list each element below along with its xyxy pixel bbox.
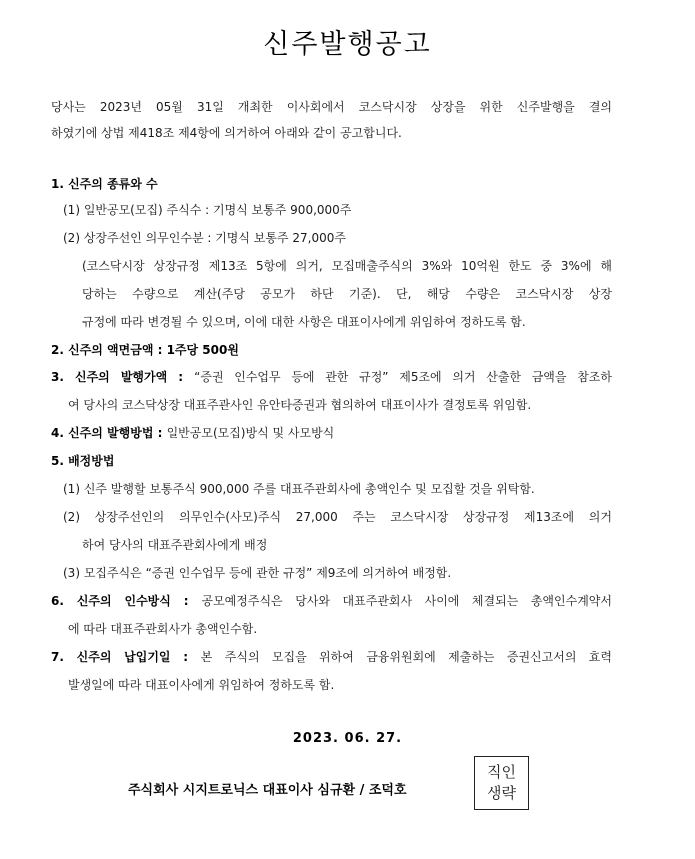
section-4-text: 일반공모(모집)방식 및 사모방식 [166, 426, 335, 440]
section-7-line-1 [51, 649, 612, 665]
company-signature: 주식회사 시지트로닉스 대표이사 심규환 / 조덕호 [128, 783, 407, 798]
section-3-text-1: “증권 인수업무 등에 관한 규정” 제5조에 의거 산출한 금액을 참조하 [194, 370, 612, 384]
section-7-text-2: 발생일에 따라 대표이사에게 위임하여 정하도록 함. [68, 678, 335, 692]
section-1-heading: 1. 신주의 종류와 수 [51, 177, 158, 191]
section-5-item-3: (3) 모집주식은 “증권 인수업무 등에 관한 규정” 제9조에 의거하여 배정함. [63, 566, 452, 580]
intro-line-2: 하였기에 상법 제418조 제4항에 의거하여 아래와 같이 공고합니다. [51, 126, 402, 140]
section-5-heading: 5. 배정방법 [51, 454, 115, 468]
section-7-text-1: 본 주식의 모집을 위하여 금융위원회에 제출하는 증권신고서의 효력 [200, 650, 612, 664]
section-3-line-1 [51, 369, 612, 385]
section-1-note-line-3: 규정에 따라 변경될 수 있으며, 이에 대한 사항은 대표이사에게 위임하여 정하도록 함. [82, 315, 526, 329]
section-1-item-2: (2) 상장주선인 의무인수분 : 기명식 보통주 27,000주 [63, 231, 346, 245]
section-5-item-2-line-1: (2) 상장주선인의 의무인수(사모)주식 27,000 주는 코스닥시장 상장규정 제13조에 의거 [63, 510, 612, 524]
section-6-text-1: 공모예정주식은 당사와 대표주관회사 사이에 체결되는 총액인수계약서 [201, 594, 612, 608]
section-1-note-line-1: (코스닥시장 상장규정 제13조 5항에 의거, 모집매출주식의 3%와 10억원 한도 중 3%에 해 [82, 259, 612, 273]
seal-omitted-stamp [474, 756, 529, 810]
section-3-text-2: 여 당사의 코스닥상장 대표주관사인 유안타증권과 협의하여 대표이사가 결정토록 위임함. [68, 398, 532, 412]
section-6-heading: 6. 신주의 인수방식 : [51, 594, 202, 608]
notice-date: 2023. 06. 27. [292, 731, 403, 746]
section-7-heading: 7. 신주의 납입기일 : [51, 650, 201, 664]
section-5-item-1: (1) 신주 발행할 보통주식 900,000 주를 대표주관회사에 총액인수 및 모집할 것을 위탁함. [63, 482, 535, 496]
section-1-item-1: (1) 일반공모(모집) 주식수 : 기명식 보통주 900,000주 [63, 203, 352, 217]
section-1-note-line-2: 당하는 수량으로 계산(주당 공모가 하단 기준). 단, 해당 수량은 코스닥시장 상장 [82, 287, 612, 301]
seal-line-2: 생략 [487, 784, 516, 802]
intro-line-1: 당사는 2023년 05월 31일 개최한 이사회에서 코스닥시장 상장을 위한 신주발행을 결의 [51, 100, 612, 114]
section-3-heading: 3. 신주의 발행가액 : [51, 370, 195, 384]
section-6-line-1 [51, 593, 612, 609]
seal-line-1: 직인 [487, 763, 516, 781]
notice-title: 신주발행공고 [263, 29, 432, 60]
section-4-heading: 4. 신주의 발행방법 : [51, 426, 167, 440]
section-6-text-2: 에 따라 대표주관회사가 총액인수함. [68, 622, 258, 636]
section-5-item-2-line-2: 하여 당사의 대표주관회사에게 배정 [82, 538, 268, 552]
section-2-heading: 2. 신주의 액면금액 : 1주당 500원 [51, 343, 239, 357]
section-4-line [51, 425, 334, 441]
